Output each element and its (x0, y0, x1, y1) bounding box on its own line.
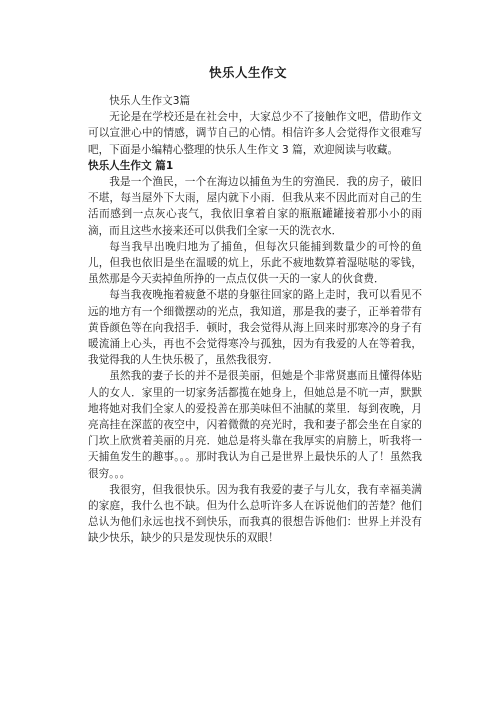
paragraph: 每当我早出晚归地为了捕鱼，但每次只能捕到数量少的可怜的鱼儿，但我也依旧是坐在温暖的炕上，乐此不疲地数算着湿哒哒的零钱，虽然那是今天卖掉鱼所挣的一点点仅供一天的一家人的伙食费． (88, 240, 422, 286)
document-title: 快乐人生作文 (208, 65, 287, 80)
document-body (88, 93, 422, 547)
paragraph: 我很穷，但我很快乐。因为我有我爱的妻子与儿女，我有幸福美满的家庭，我什么也不缺。但为什么总听许多人在诉说他们的苦楚？他们总认为他们永远也找不到快乐，而我真的很想告诉他们：世界上并没有缺少快乐，缺少的只是发现快乐的双眼！ (88, 483, 422, 545)
paragraph: 虽然我的妻子长的并不是很美丽，但她是个非常贤惠而且懂得体贴人的女人．家里的一切家务活都揽在她身上，但她总是不吭一声，默默地将她对我们全家人的爱投善在那美味但不油腻的菜里．每到夜晚，月亮高挂在深蓝的夜空中，闪着微微的亮光时，我和妻子都会坐在自家的门坎上欣赏着美丽的月亮．她总是将头靠在我厚实的肩膀上，听我将一天捕鱼发生的趣事。。。那时我认为自己是世界上最快乐的人了！虽然我很穷。。。 (88, 370, 422, 480)
paragraph-subtitle: 快乐人生作文3篇 (109, 95, 191, 107)
paragraph: 每当我夜晚拖着疲惫不堪的身躯往回家的路上走时，我可以看见不远的地方有一个细微摆动的光点，我知道，那是我的妻子，正举着带有黄昏颜色等在向我招手．顿时，我会觉得从海上回来时那寒冷的身子有暖流涌上心头，再也不会觉得寒冷与孤独，因为有我爱的人在等着我，我觉得我的人生快乐极了，虽然我很穷． (88, 289, 422, 367)
paragraph: 我是一个渔民，一个在海边以捕鱼为生的穷渔民．我的房子，破旧不堪，每当屋外下大雨，屋内就下小雨．但我从来不因此而对自己的生活而感到一点灰心丧气，我依旧拿着自家的瓶瓶罐罐接着那小小的雨滴，而且这些水接来还可以供我们全家一天的洗衣水． (88, 176, 422, 237)
section-heading: 快乐人生作文 篇1 (88, 159, 174, 172)
paragraph-intro: 无论是在学校还是在社会中，大家总少不了接触作文吧，借助作文可以宣泄心中的情感，调节自己的心情。相信许多人会觉得作文很难写吧，下面是小编精心整理的快乐人生作文 3 篇，欢迎阅读与收藏。 (88, 111, 422, 156)
